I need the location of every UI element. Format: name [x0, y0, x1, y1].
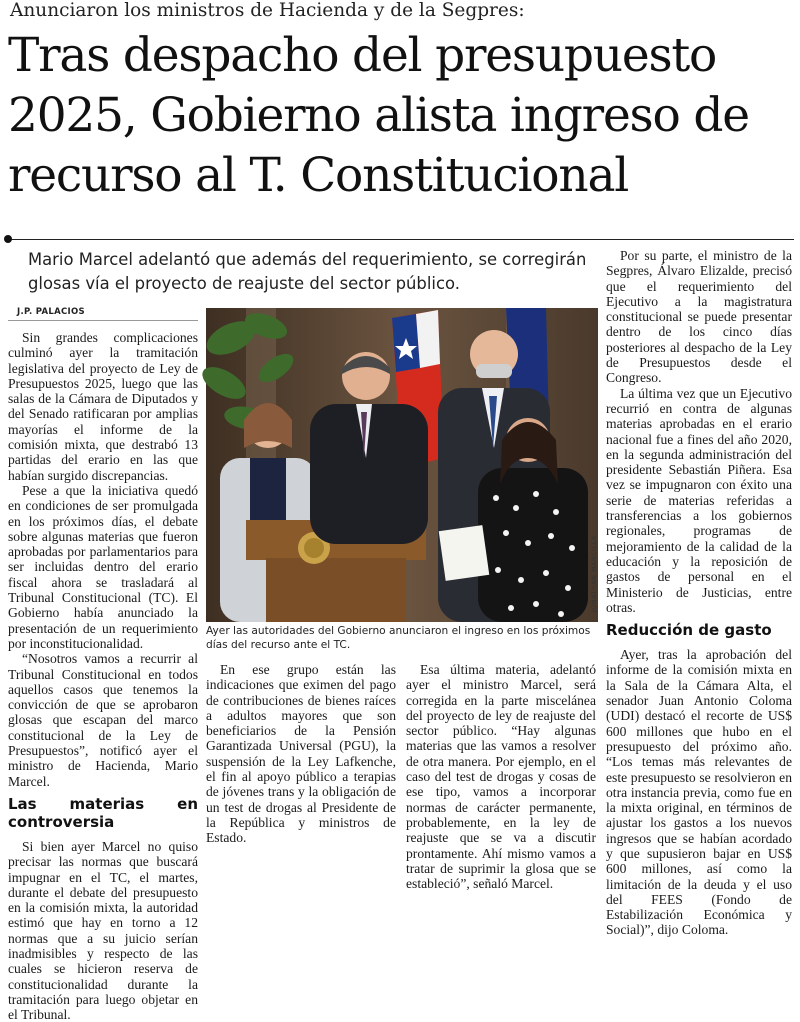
paragraph: Esa última materia, adelantó ayer el ministro Marcel, será corregida en la parte miscelánea del proyecto de ley de reajuste del sector público. “Hay algunas materias que las vamos a resolver de otra manera. Por ejemplo, en el caso del test de drogas y cosas de ese tipo, vamos a incorporar normas de carácter permanente, probablemente, en la ley de reajuste que se va a discutir prontamente. Ahí mismo vamos a tratar de suprimir la glosa que se estableció”, señaló Marcel. — [406, 662, 596, 892]
subheading-reduccion: Reducción de gasto — [606, 621, 772, 640]
column-2 — [206, 662, 396, 846]
photo-caption: Ayer las autoridades del Gobierno anunciaron el ingreso en los próximos días del recurso ante el TC. — [206, 625, 591, 651]
article-deck: Mario Marcel adelantó que además del requerimiento, se corregirán glosas vía el proyecto de reajuste del sector público. — [28, 250, 587, 293]
paragraph: En ese grupo están las indicaciones que eximen del pago de contribuciones de bienes raíces a adultos mayores que son beneficiarios de la Pensión Garantizada Universal (PGU), la suspensión de la Ley Lafkenche, el fin al apoyo público a terapias de jóvenes trans y la obligación de un test de drogas al Presidente de la República y ministros de Estado. — [206, 662, 396, 846]
subheading-materias: Las materias en controversia — [8, 794, 198, 831]
photo-credit: JONATHAN MANCILLA — [590, 535, 598, 612]
divider-rule — [8, 239, 794, 240]
bullet-dot-icon — [4, 235, 12, 243]
paragraph: “Nosotros vamos a recurrir al Tribunal Constitucional en todos aquellos casos que tenemos la convicción de que se aprobaron glosas que escapan del marco constitucional de la Ley de Presupuestos”, notificó ayer el ministro de Hacienda, Mario Marcel. — [8, 651, 198, 789]
column-3 — [406, 662, 596, 900]
paragraph: Por su parte, el ministro de la Segpres, Álvaro Elizalde, precisó que el requerimiento del Ejecutivo a la magistratura constitucional se puede presentar dentro de los cinco días posteriores al despacho de la Ley de Presupuestos desde el Congreso. — [606, 248, 792, 386]
byline: J.P. PALACIOS — [17, 307, 85, 317]
column-1 — [8, 330, 198, 1022]
article-headline: Tras despacho del presupuesto 2025, Gobierno alista ingreso de recurso al T. Constitucional — [8, 28, 749, 203]
column-4 — [606, 248, 792, 938]
press-conference-illustration — [206, 308, 598, 622]
paragraph: La última vez que un Ejecutivo recurrió en contra de algunas materias aprobadas en el erario nacional fue a fines del año 2020, en la segunda administración del presidente Sebastián Piñera. Esa vez se impugnaron con éxito una serie de materias referidas a transferencias a los gobiernos regionales, programas de mejoramiento de la calidad de la educación y la reposición de gastos de personal en el Ministerio de Justicias, entre otras. — [606, 385, 792, 615]
paragraph: Ayer, tras la aprobación del informe de la comisión mixta en la Sala de la Cámara Alta, el senador Juan Antonio Coloma (UDI) destacó el recorte de US$ 600 millones que hubo en el presupuesto del próximo año. “Los temas más relevantes de este presupuesto se resolvieron en otra instancia previa, como fue en la mixta original, en términos de ajustar los gastos a los nuevos ingresos que se habían acordado y que supusieron bajar en US$ 600 millones, así como la limitación de la deuda y el uso del FEES (Fondo de Estabilización Económica y Social)”, dijo Coloma. — [606, 647, 792, 938]
papers — [439, 525, 490, 581]
article-photo — [206, 308, 598, 622]
article-kicker: Anunciaron los ministros de Hacienda y de la Segpres: — [10, 0, 525, 21]
paragraph: Si bien ayer Marcel no quiso precisar las normas que buscará impugnar en el TC, el martes, durante el debate del presupuesto en la comisión mixta, la autoridad estimó que hay en torno a 12 normas que a su juicio serían inadmisibles y respecto de las cuales se hicieron reserva de constitucionalidad durante la tramitación para luego objetar en el Tribunal. — [8, 838, 198, 1022]
paragraph: Pese a que la iniciativa quedó en condiciones de ser promulgada en los próximos días, el debate sobre algunas materias que fueron aprobadas por parlamentarios para ser incluidas dentro del erario fiscal ahora se trasladará al Tribunal Constitucional (TC). El Gobierno había anunciado la presentación de un requerimiento por inconstitucionalidad. — [8, 482, 198, 651]
paragraph: Sin grandes complicaciones culminó ayer la tramitación legislativa del proyecto de Ley de Presupuestos 2025, luego que las salas de la Cámara de Diputados y del Senado ratificaran por amplias mayorías el informe de la comisión mixta, que destrabó 13 partidas del erario en las que habían surgido discrepancias. — [8, 330, 198, 483]
byline-rule — [8, 320, 198, 321]
